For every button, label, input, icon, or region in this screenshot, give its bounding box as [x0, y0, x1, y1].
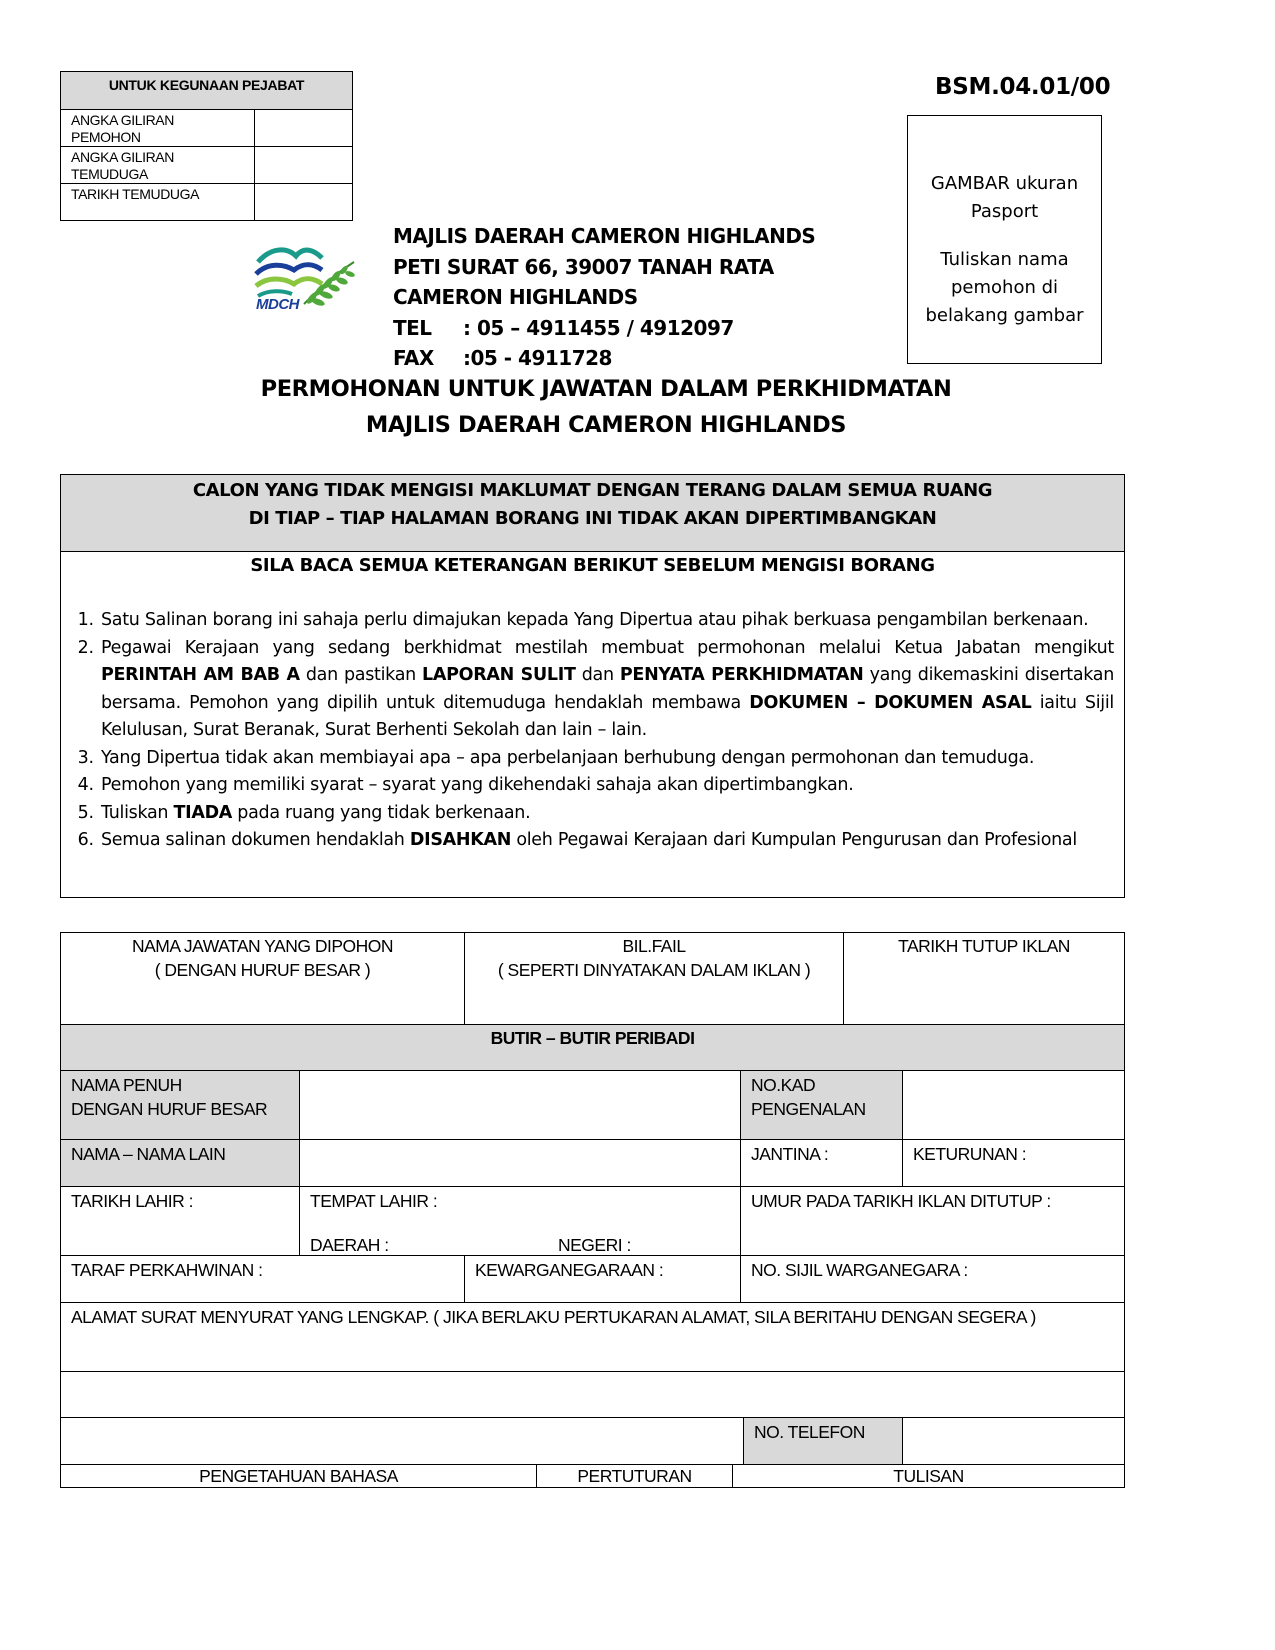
- office-row-interview-date-label: [60, 183, 255, 221]
- photo-text-line: pemohon di: [950, 277, 1059, 298]
- field-label: DENGAN HURUF BESAR: [71, 1099, 268, 1119]
- passport-photo-box: [907, 115, 1102, 364]
- tel-value: : 05 – 4911455 / 4912097: [463, 315, 734, 340]
- instruction-item: 2. Pegawai Kerajaan yang sedang berkhidmat mestilah membuat permohonan melalui Ketua Jabatan mengikut PERINTAH AM BAB A dan pastikan LAPORAN SULIT dan PENYATA PERKHIDMATAN yang dikemaskini disertakan bersama. Pemohon yang dipilih untuk ditemuduga hendaklah membawa DOKUMEN – DOKUMEN ASAL iaitu Sijil Kelulusan, Surat Beranak, Surat Berhenti Sekolah dan lain – lain.: [99, 635, 1114, 745]
- instruction-item: 5. Tuliskan TIADA pada ruang yang tidak berkenaan.: [99, 800, 1114, 828]
- council-address: [393, 221, 893, 374]
- marital-status-field[interactable]: [60, 1255, 465, 1303]
- other-names-label: [60, 1139, 300, 1187]
- spoken-header: [536, 1464, 733, 1488]
- mailing-address-field[interactable]: [60, 1302, 1125, 1372]
- personal-details-header: [60, 1024, 1125, 1071]
- field-label: TARAF PERKAHWINAN :: [71, 1260, 263, 1280]
- field-label: NAMA – NAMA LAIN: [71, 1144, 226, 1164]
- instructions-heading: SILA BACA SEMUA KETERANGAN BERIKUT SEBELUM MENGISI BORANG: [250, 555, 935, 576]
- warning-box: [60, 474, 1125, 552]
- instruction-item: 4. Pemohon yang memiliki syarat – syarat yang dikehendaki sahaja akan dipertimbangkan.: [99, 772, 1114, 800]
- citizenship-field[interactable]: [464, 1255, 741, 1303]
- instruction-item: 1. Satu Salinan borang ini sahaja perlu dimajukan kepada Yang Dipertua atau pihak berkuasa pengambilan berkenaan.: [99, 607, 1114, 635]
- other-names-input[interactable]: [299, 1139, 741, 1187]
- field-label: PENGENALAN: [751, 1099, 866, 1119]
- office-row-interview-number-value[interactable]: [254, 146, 353, 184]
- field-label: NAMA JAWATAN YANG DIPOHON: [131, 936, 394, 956]
- ic-number-input[interactable]: [902, 1070, 1125, 1140]
- instructions-list: [61, 607, 1114, 855]
- ic-number-label: [740, 1070, 903, 1140]
- warning-line: CALON YANG TIDAK MENGISI MAKLUMAT DENGAN TERANG DALAM SEMUA RUANG: [192, 480, 993, 501]
- photo-text-line: Pasport: [970, 201, 1039, 222]
- field-label: KEWARGANEGARAAN :: [475, 1260, 664, 1280]
- photo-text-line: belakang gambar: [925, 305, 1084, 326]
- phone-input[interactable]: [902, 1417, 1125, 1465]
- date-of-birth-field[interactable]: [60, 1186, 300, 1256]
- field-label: TARIKH TUTUP IKLAN: [898, 936, 1070, 956]
- field-label: ( DENGAN HURUF BESAR ): [154, 960, 371, 980]
- field-label: KETURUNAN :: [913, 1144, 1027, 1164]
- mailing-address-line-2[interactable]: [60, 1371, 1125, 1418]
- written-header: [732, 1464, 1125, 1488]
- full-name-label: [60, 1070, 300, 1140]
- field-label: ALAMAT SURAT MENYURAT YANG LENGKAP. ( JIKA BERLAKU PERTUKARAN ALAMAT, SILA BERITAHU DENGAN SEGERA ): [71, 1307, 1036, 1327]
- logo-text: MDCH: [256, 296, 299, 313]
- field-label: BIL.FAIL: [622, 936, 686, 956]
- address-line: MAJLIS DAERAH CAMERON HIGHLANDS: [393, 224, 816, 248]
- field-label: NO. SIJIL WARGANEGARA :: [751, 1260, 968, 1280]
- age-field[interactable]: [740, 1186, 1125, 1256]
- office-row-interview-number-label: [60, 146, 255, 184]
- field-label: PENGETAHUAN BAHASA: [199, 1466, 398, 1486]
- office-row-interview-date-value[interactable]: [254, 183, 353, 221]
- photo-text-line: GAMBAR ukuran: [930, 173, 1079, 194]
- field-label: JANTINA :: [751, 1144, 829, 1164]
- office-row-applicant-number-value[interactable]: [254, 109, 353, 147]
- job-title-field[interactable]: [60, 932, 465, 1025]
- field-label: TARIKH LAHIR :: [71, 1191, 194, 1211]
- instruction-item: 3. Yang Dipertua tidak akan membiayai apa – apa perbelanjaan berhubung dengan permohonan dan temuduga.: [99, 745, 1114, 773]
- field-label: PERTUTURAN: [577, 1466, 692, 1486]
- field-label: TULISAN: [893, 1466, 964, 1486]
- office-use-header: [60, 71, 353, 110]
- file-number-field[interactable]: [464, 932, 844, 1025]
- photo-text-line: Tuliskan nama: [940, 249, 1069, 270]
- office-use-title: UNTUK KEGUNAAN PEJABAT: [108, 77, 305, 93]
- field-label: ( SEPERTI DINYATAKAN DALAM IKLAN ): [497, 960, 811, 980]
- office-row-label: PEMOHON: [71, 129, 141, 145]
- address-line: PETI SURAT 66, 39007 TANAH RATA: [393, 254, 774, 279]
- field-label: NO. TELEFON: [754, 1422, 865, 1442]
- warning-line: DI TIAP – TIAP HALAMAN BORANG INI TIDAK AKAN DIPERTIMBANGKAN: [248, 508, 937, 529]
- closing-date-field[interactable]: [843, 932, 1125, 1025]
- field-label: TEMPAT LAHIR :: [310, 1191, 438, 1211]
- field-label: NAMA PENUH: [71, 1075, 182, 1095]
- place-of-birth-field[interactable]: [299, 1186, 741, 1256]
- state-label: NEGERI :: [558, 1235, 631, 1255]
- race-field[interactable]: [902, 1139, 1125, 1187]
- tel-label: TEL: [393, 315, 432, 340]
- title-line: MAJLIS DAERAH CAMERON HIGHLANDS: [365, 412, 847, 438]
- field-label: NO.KAD: [751, 1075, 816, 1095]
- instructions-box: [60, 551, 1125, 898]
- field-label: UMUR PADA TARIKH IKLAN DITUTUP :: [751, 1191, 1051, 1211]
- district-label: DAERAH :: [310, 1235, 389, 1255]
- fax-value: :05 - 4911728: [463, 346, 612, 370]
- full-name-input[interactable]: [299, 1070, 741, 1140]
- phone-label: [743, 1417, 903, 1465]
- gender-field[interactable]: [740, 1139, 903, 1187]
- instruction-item: 6. Semua salinan dokumen hendaklah DISAHKAN oleh Pegawai Kerajaan dari Kumpulan Pengurusan dan Profesional: [99, 827, 1114, 855]
- office-row-applicant-number-label: [60, 109, 255, 147]
- page-title: [60, 371, 1152, 443]
- office-row-label: TARIKH TEMUDUGA: [71, 186, 200, 202]
- title-line: PERMOHONAN UNTUK JAWATAN DALAM PERKHIDMATAN: [260, 376, 952, 402]
- form-reference-code: BSM.04.01/00: [935, 74, 1111, 100]
- section-title: BUTIR – BUTIR PERIBADI: [490, 1028, 695, 1048]
- citizenship-certificate-field[interactable]: [740, 1255, 1125, 1303]
- address-line: CAMERON HIGHLANDS: [393, 285, 638, 309]
- fax-label: FAX: [393, 346, 434, 370]
- council-logo: [252, 240, 360, 318]
- language-knowledge-header: [60, 1464, 537, 1488]
- office-row-label: TEMUDUGA: [71, 166, 148, 182]
- mailing-address-line-3[interactable]: [60, 1417, 744, 1465]
- office-row-label: ANGKA GILIRAN: [71, 112, 174, 128]
- office-row-label: ANGKA GILIRAN: [71, 149, 174, 165]
